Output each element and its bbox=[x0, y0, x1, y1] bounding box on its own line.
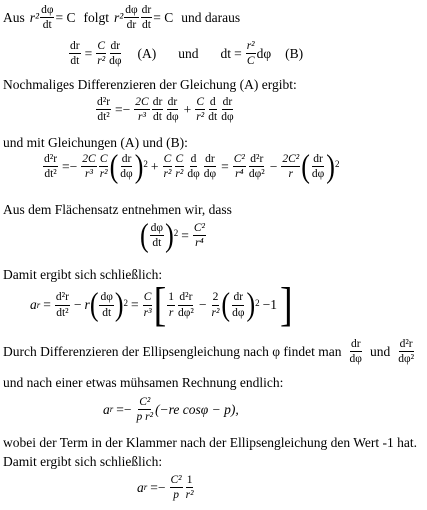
numerator: 2C² bbox=[281, 153, 300, 167]
fraction bbox=[134, 96, 149, 123]
numerator: d²r bbox=[55, 291, 70, 305]
equation-flaechensatz bbox=[140, 216, 207, 254]
sym-dt: dt bbox=[220, 45, 232, 61]
numerator: C² bbox=[170, 474, 183, 488]
denominator: p bbox=[173, 489, 179, 502]
denominator: r² bbox=[211, 306, 220, 319]
parenthesis: ( bbox=[109, 147, 119, 185]
denominator: dt bbox=[70, 55, 80, 68]
fraction bbox=[55, 291, 70, 318]
text-wobei: wobei der Term in der Klammer nach der Ellipsengleichung den Wert -1 hat. bbox=[3, 435, 417, 450]
denominator: dt² bbox=[97, 111, 110, 124]
fraction bbox=[136, 396, 155, 423]
parenthesis: ) bbox=[246, 286, 256, 323]
numerator: dφ bbox=[40, 4, 54, 18]
numerator: C bbox=[163, 153, 173, 167]
denominator: dφ bbox=[166, 111, 179, 124]
equation-second-derivative bbox=[95, 96, 236, 123]
numerator: dr bbox=[204, 153, 216, 167]
fraction bbox=[170, 474, 183, 501]
numerator: dr bbox=[350, 338, 362, 352]
fraction bbox=[162, 153, 172, 180]
numerator: d bbox=[190, 153, 198, 167]
frac-dr-dt bbox=[141, 4, 153, 31]
numerator: dr bbox=[110, 40, 122, 54]
numerator: 1 bbox=[186, 474, 194, 488]
operator: = bbox=[234, 45, 242, 61]
frac-dr-dphi-A bbox=[108, 40, 122, 67]
denominator: dt bbox=[208, 111, 218, 124]
operator: + bbox=[150, 158, 159, 174]
denominator: dt bbox=[153, 111, 162, 124]
fraction bbox=[397, 338, 415, 365]
text-aus: Aus bbox=[3, 9, 25, 25]
fraction bbox=[99, 153, 109, 180]
denominator: r² bbox=[163, 168, 172, 181]
denominator: dt bbox=[152, 237, 162, 250]
denominator: C bbox=[246, 55, 255, 68]
denominator: dφ bbox=[203, 168, 217, 181]
numerator: d²r bbox=[178, 291, 193, 305]
operator: = bbox=[221, 158, 229, 174]
math-symbol: r bbox=[84, 297, 90, 313]
fraction bbox=[177, 291, 195, 318]
numerator: dr bbox=[69, 40, 81, 54]
fraction bbox=[185, 474, 195, 501]
fraction bbox=[248, 153, 266, 180]
numerator: 2 bbox=[212, 291, 220, 305]
exponent: 2 bbox=[334, 159, 340, 170]
denominator: dt bbox=[102, 306, 112, 319]
math-symbol: a bbox=[30, 297, 37, 313]
denominator: dφ bbox=[349, 353, 362, 366]
sym-r2: r² bbox=[29, 9, 40, 25]
denominator: dt bbox=[42, 19, 52, 32]
numerator: d²r bbox=[249, 153, 264, 167]
numerator: dr bbox=[222, 96, 234, 110]
line-durch bbox=[3, 338, 416, 365]
operator: − bbox=[73, 297, 82, 313]
denominator: r² bbox=[175, 168, 184, 181]
numerator: 2C bbox=[134, 96, 149, 110]
numerator: dr bbox=[141, 4, 153, 18]
fraction bbox=[311, 153, 325, 180]
math-symbol: Durch Differenzieren der Ellipsengleichung nach φ findet man bbox=[3, 343, 342, 359]
denominator: dφ bbox=[120, 168, 133, 181]
fraction bbox=[231, 291, 245, 318]
subscript: r bbox=[109, 404, 114, 415]
fraction bbox=[193, 222, 206, 249]
eq-C-2: = C bbox=[153, 9, 174, 25]
bracket: ] bbox=[280, 278, 293, 332]
parenthesis: ) bbox=[114, 286, 124, 323]
numerator: dφ bbox=[150, 222, 164, 236]
numerator: dφ bbox=[124, 4, 138, 18]
denominator: r⁴ bbox=[235, 168, 244, 181]
operator: −1 bbox=[262, 297, 278, 313]
operator: = bbox=[181, 227, 189, 243]
fraction bbox=[281, 153, 300, 180]
denominator: r⁴ bbox=[195, 237, 204, 250]
exponent: 2 bbox=[123, 297, 129, 308]
numerator: dφ bbox=[99, 291, 113, 305]
denominator: dφ bbox=[109, 55, 122, 68]
denominator: dt² bbox=[44, 168, 57, 181]
operator: = bbox=[84, 45, 93, 61]
fraction bbox=[81, 153, 96, 180]
operator: =− bbox=[116, 401, 132, 417]
exponent: 2 bbox=[173, 228, 179, 239]
equation-final bbox=[137, 474, 196, 501]
operator: =− bbox=[150, 479, 166, 495]
denominator: r³ bbox=[85, 168, 93, 181]
denominator: dt² bbox=[56, 306, 69, 319]
fraction bbox=[167, 291, 175, 318]
math-symbol: (−re cosφ − p), bbox=[155, 401, 239, 417]
fraction bbox=[220, 96, 234, 123]
label-B: (B) bbox=[285, 45, 304, 61]
fraction bbox=[195, 96, 205, 123]
numerator: d²r bbox=[96, 96, 111, 110]
equation-ar bbox=[30, 278, 293, 332]
numerator: d bbox=[209, 96, 217, 110]
fraction bbox=[203, 153, 217, 180]
numerator: r² bbox=[246, 40, 256, 54]
fraction bbox=[165, 96, 179, 123]
line1-equation bbox=[3, 4, 240, 31]
numerator: C bbox=[195, 96, 205, 110]
numerator: C² bbox=[138, 396, 151, 410]
fraction bbox=[96, 96, 111, 123]
exponent: 2 bbox=[255, 297, 260, 308]
fraction bbox=[143, 291, 153, 318]
subscript: r bbox=[143, 482, 148, 493]
text-und-daraus: und daraus bbox=[181, 9, 241, 25]
fraction bbox=[150, 222, 164, 249]
frac-r2-C bbox=[246, 40, 256, 67]
denominator: r² bbox=[99, 168, 108, 181]
fraction bbox=[174, 153, 184, 180]
frac-dr-dt-A bbox=[69, 40, 81, 67]
fraction bbox=[119, 153, 133, 180]
text-und-AB: und bbox=[178, 45, 199, 61]
sym-dphi-B: dφ bbox=[256, 45, 272, 61]
denominator: r bbox=[168, 306, 174, 319]
numerator: C bbox=[96, 40, 106, 54]
fraction bbox=[207, 96, 218, 123]
equation-A-B bbox=[68, 40, 303, 67]
numerator: C² bbox=[193, 222, 206, 236]
fraction bbox=[152, 96, 164, 123]
frac-dphi-dt bbox=[40, 4, 54, 31]
fraction bbox=[99, 291, 113, 318]
numerator: dr bbox=[232, 291, 244, 305]
fraction bbox=[210, 291, 220, 318]
equation-long bbox=[42, 147, 340, 185]
bracket: [ bbox=[153, 278, 167, 332]
numerator: 1 bbox=[167, 291, 175, 305]
subscript: r bbox=[36, 299, 41, 310]
fraction bbox=[233, 153, 246, 180]
text-folgt: folgt bbox=[83, 9, 109, 25]
text-damit-2: Damit ergibt sich schließlich: bbox=[3, 454, 163, 469]
fraction bbox=[349, 338, 363, 365]
parenthesis: ( bbox=[301, 147, 310, 185]
denominator: dφ bbox=[221, 111, 234, 124]
operator: =− bbox=[62, 158, 78, 174]
exponent: 2 bbox=[143, 159, 148, 170]
denominator: r² bbox=[196, 111, 205, 124]
equation-ar-klammer bbox=[103, 396, 239, 423]
fraction bbox=[43, 153, 58, 180]
parenthesis: ( bbox=[89, 286, 99, 323]
numerator: C bbox=[143, 291, 153, 305]
denominator: dφ² bbox=[248, 168, 265, 181]
parenthesis: ( bbox=[140, 216, 149, 254]
text-flaechensatz: Aus dem Flächensatz entnehmen wir, dass bbox=[3, 202, 232, 217]
numerator: d²r bbox=[399, 338, 414, 352]
denominator: dφ bbox=[232, 306, 245, 319]
fraction bbox=[186, 153, 200, 180]
operator: − bbox=[198, 297, 207, 313]
operator: − bbox=[269, 158, 278, 174]
frac-C-r2 bbox=[96, 40, 106, 67]
math-symbol: und bbox=[369, 343, 391, 359]
eq-C-1: = C bbox=[55, 9, 76, 25]
numerator: C bbox=[175, 153, 185, 167]
numerator: d²r bbox=[43, 153, 58, 167]
denominator: p r² bbox=[136, 411, 154, 424]
text-damit-1: Damit ergibt sich schließlich: bbox=[3, 267, 163, 282]
denominator: dφ bbox=[311, 168, 325, 181]
denominator: r bbox=[288, 168, 294, 181]
denominator: r³ bbox=[143, 306, 152, 319]
denominator: dφ² bbox=[178, 306, 194, 319]
numerator: dr bbox=[152, 96, 164, 110]
denominator: r² bbox=[97, 55, 106, 68]
operator: + bbox=[183, 101, 192, 117]
math-symbol: a bbox=[103, 401, 110, 417]
numerator: dr bbox=[121, 153, 133, 167]
operator: = bbox=[43, 297, 51, 313]
numerator: dr bbox=[312, 153, 324, 167]
numerator: C² bbox=[233, 153, 246, 167]
parenthesis: ) bbox=[326, 147, 335, 185]
operator: =− bbox=[115, 101, 131, 117]
parenthesis: ) bbox=[165, 216, 174, 254]
math-symbol: a bbox=[137, 479, 144, 495]
denominator: dr bbox=[126, 19, 137, 32]
sym-r2-b: r² bbox=[113, 9, 124, 25]
frac-dphi-dr bbox=[124, 4, 138, 31]
denominator: dφ bbox=[187, 168, 200, 181]
parenthesis: ) bbox=[134, 147, 144, 185]
denominator: dt bbox=[141, 19, 151, 32]
numerator: 2C bbox=[81, 153, 96, 167]
label-A: (A) bbox=[137, 45, 157, 61]
text-und-mit: und mit Gleichungen (A) und (B): bbox=[3, 135, 188, 150]
text-nach: und nach einer etwas mühsamen Rechnung endlich: bbox=[3, 375, 284, 390]
text-nochmaliges: Nochmaliges Differenzieren der Gleichung (A) ergibt: bbox=[3, 77, 297, 92]
operator: = bbox=[131, 297, 139, 313]
denominator: r³ bbox=[138, 111, 146, 124]
denominator: dφ² bbox=[398, 353, 415, 366]
denominator: r² bbox=[185, 489, 194, 502]
numerator: dr bbox=[167, 96, 179, 110]
numerator: C bbox=[99, 153, 109, 167]
parenthesis: ( bbox=[221, 286, 231, 323]
